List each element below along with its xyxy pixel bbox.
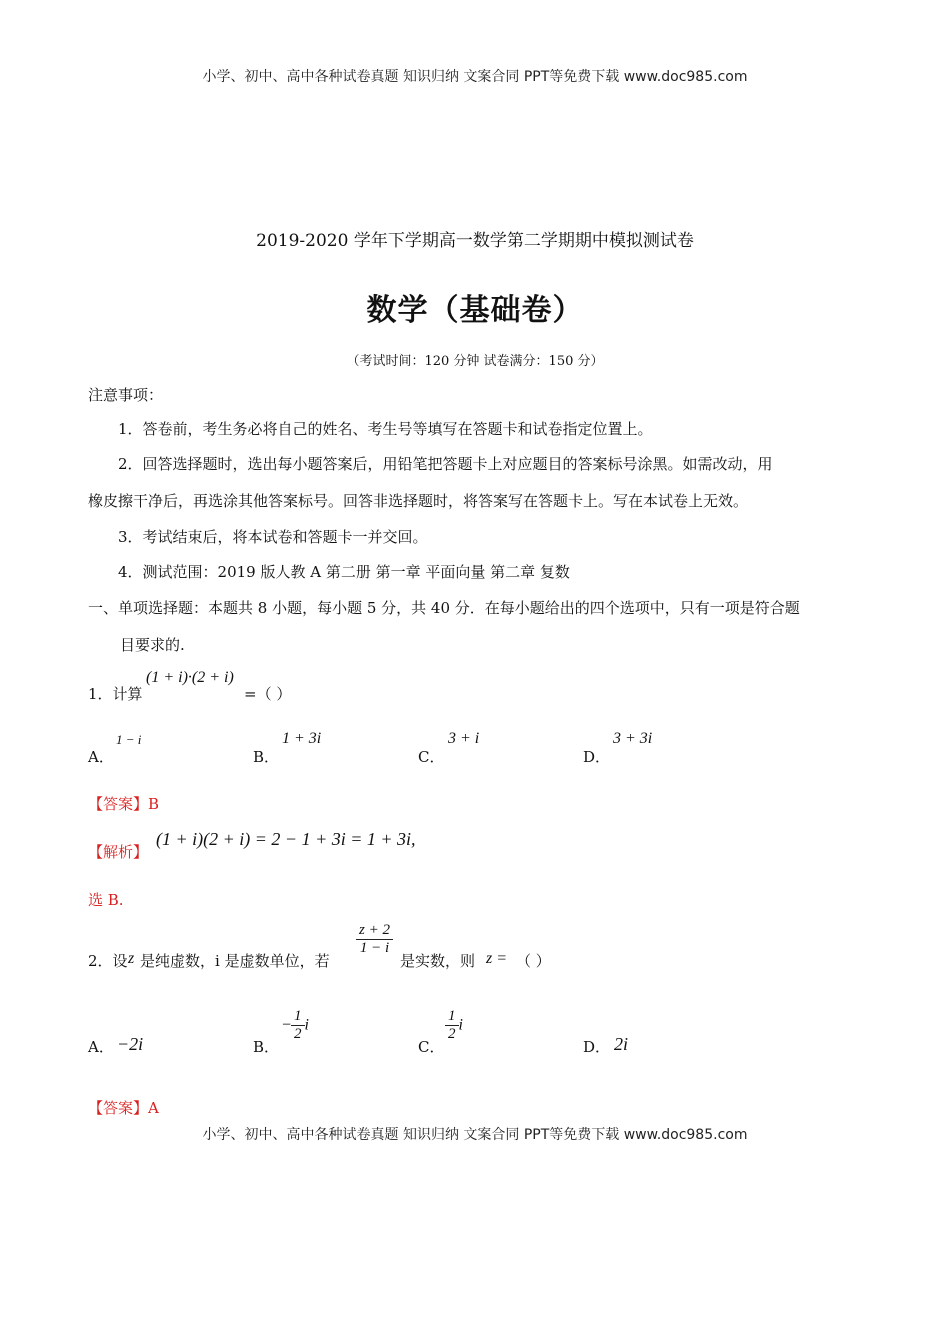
q2-option-d-label: D． — [583, 1038, 611, 1056]
q2-mid-text: 是纯虚数，i 是虚数单位，若 — [140, 952, 330, 970]
q2-option-b-sign: − — [282, 1016, 292, 1034]
q2-variable-z: z — [128, 950, 135, 967]
q2-paren: （ ） — [516, 952, 551, 970]
section-1-heading: 一、单项选择题：本题共 8 小题，每小题 5 分，共 40 分．在每小题给出的四个选项中，只有一项是符合题 — [88, 599, 800, 617]
q1-option-a: 1 − i — [116, 732, 142, 747]
q1-option-c-label: C． — [418, 748, 445, 766]
q2-answer: 【答案】A — [88, 1099, 159, 1117]
q1-answer: 【答案】B — [88, 795, 160, 813]
header-banner: 小学、初中、高中各种试卷真题 知识归纳 文案合同 PPT等免费下载 www.doc985.com — [202, 69, 748, 85]
q2-option-c-num: 1 — [445, 1008, 459, 1026]
q1-option-d: 3 + 3i — [613, 730, 653, 747]
exam-title: 2019-2020 学年下学期高一数学第二学期期中模拟测试卷 — [256, 231, 694, 251]
notice-item-2-line1: 2．回答选择题时，选出每小题答案后，用铅笔把答题卡上对应题目的答案标号涂黑。如需改动，用 — [118, 455, 773, 473]
subject-title: 数学（基础卷） — [366, 293, 584, 328]
q2-option-b-label: B． — [253, 1038, 280, 1056]
q2-option-b-den: 2 — [294, 1026, 302, 1042]
q1-prefix: 1．计算 — [88, 685, 143, 703]
q2-option-c-i: i — [458, 1016, 463, 1034]
q2-fraction-denominator: 1 − i — [359, 940, 390, 956]
q2-option-b-i: i — [304, 1016, 309, 1034]
q1-option-b-label: B． — [253, 748, 280, 766]
footer-banner: 小学、初中、高中各种试卷真题 知识归纳 文案合同 PPT等免费下载 www.doc985.com — [202, 1127, 748, 1143]
q2-prefix: 2．设 — [88, 952, 128, 970]
q2-z-equals: z = — [486, 950, 508, 967]
q2-fraction — [356, 922, 393, 957]
q2-option-a-label: A． — [88, 1038, 114, 1056]
q2-after-text: 是实数，则 — [400, 952, 476, 970]
notice-item-1: 1．答卷前，考生务必将自己的姓名、考生号等填写在答题卡和试卷指定位置上。 — [118, 420, 653, 438]
q1-analysis: (1 + i)(2 + i) = 2 − 1 + 3i = 1 + 3i, — [156, 829, 416, 849]
q2-option-d: 2i — [614, 1034, 629, 1054]
q2-option-c-den: 2 — [448, 1026, 456, 1042]
q1-option-b: 1 + 3i — [282, 730, 322, 747]
notice-heading: 注意事项： — [88, 386, 164, 404]
notice-item-3: 3．考试结束后，将本试卷和答题卡一并交回。 — [118, 528, 428, 546]
q2-option-b — [282, 1008, 309, 1043]
q1-option-a-label: A． — [88, 748, 114, 766]
q1-option-c: 3 + i — [448, 730, 480, 747]
q1-analysis-label: 【解析】 — [88, 843, 149, 861]
q2-option-b-num: 1 — [291, 1008, 305, 1026]
exam-duration-info: （考试时间：120 分钟 试卷满分：150 分） — [346, 354, 604, 369]
q1-suffix: =（ ） — [244, 685, 292, 703]
q1-expression: (1 + i)·(2 + i) — [146, 669, 234, 686]
section-1-heading-cont: 目要求的. — [120, 636, 185, 654]
notice-item-4: 4．测试范围：2019 版人教 A 第二册 第一章 平面向量 第二章 复数 — [118, 563, 570, 581]
q2-option-c-label: C． — [418, 1038, 445, 1056]
q2-option-a: −2i — [117, 1034, 144, 1054]
notice-item-2-line2: 橡皮擦干净后，再选涂其他答案标号。回答非选择题时，将答案写在答题卡上。写在本试卷上无效。 — [88, 492, 749, 510]
q2-option-c — [445, 1008, 463, 1043]
q1-choice: 选 B. — [88, 891, 124, 909]
q1-option-d-label: D． — [583, 748, 611, 766]
q2-fraction-numerator: z + 2 — [356, 922, 393, 940]
